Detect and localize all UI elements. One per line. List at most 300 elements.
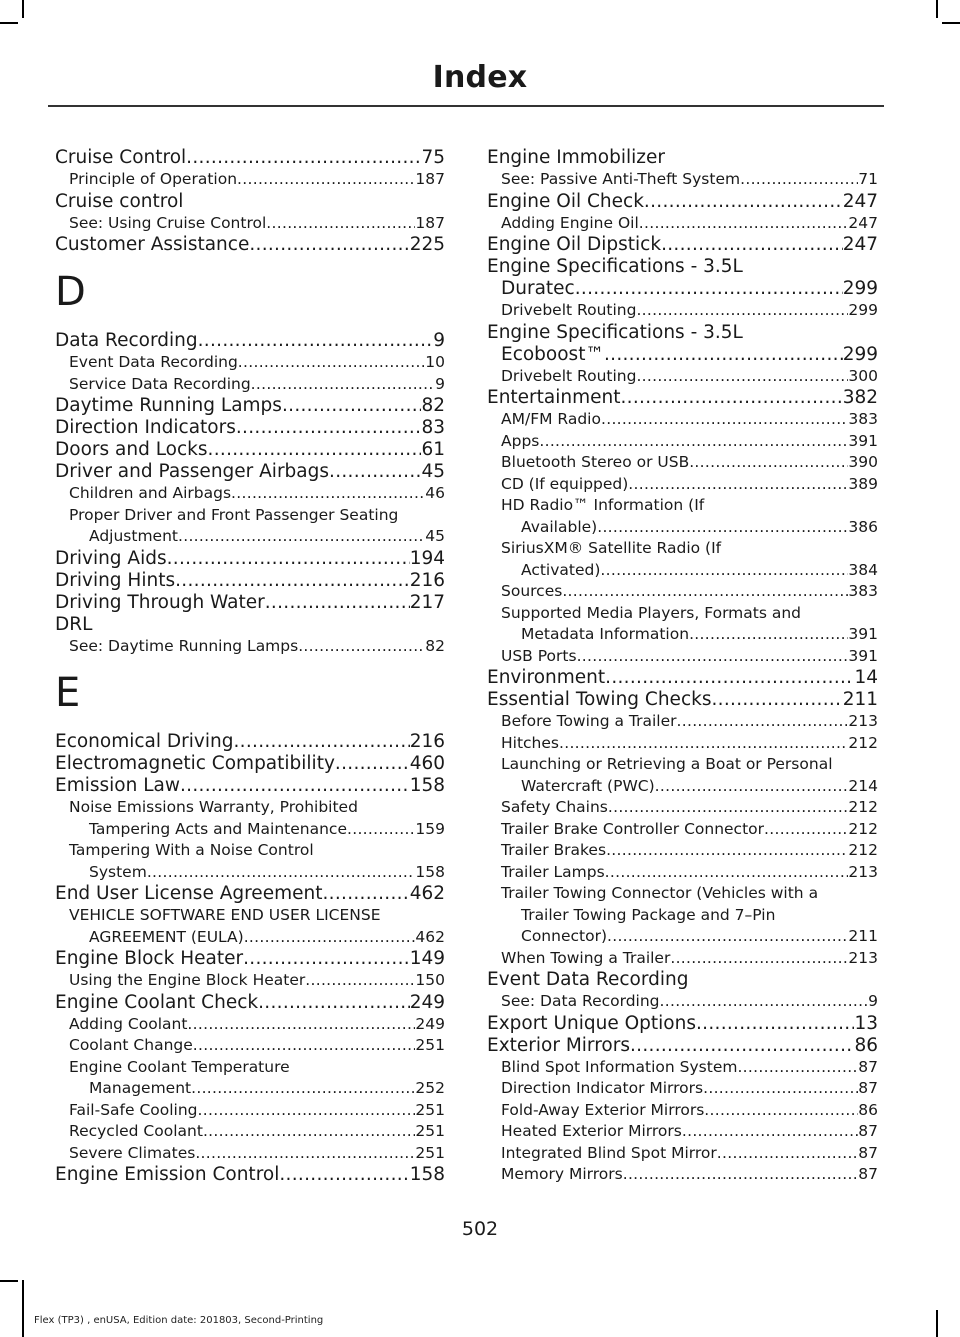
index-column-left bbox=[55, 147, 445, 1186]
index-entry-label: Driving Hints bbox=[55, 569, 176, 591]
dot-leader bbox=[305, 970, 415, 992]
index-page-ref: 187 bbox=[415, 170, 445, 188]
index-subheading: Noise Emissions Warranty, Prohibited bbox=[69, 798, 358, 816]
dot-leader bbox=[195, 1143, 415, 1165]
index-entry-label: Drivebelt Routing bbox=[501, 366, 637, 385]
index-subentry[interactable] bbox=[487, 1164, 878, 1186]
page-number: 502 bbox=[461, 1218, 499, 1240]
dot-leader bbox=[175, 570, 410, 592]
dot-leader bbox=[198, 330, 434, 352]
dot-leader bbox=[236, 417, 422, 439]
index-entry-label: Essential Towing Checks bbox=[487, 689, 712, 710]
index-page-ref: 462 bbox=[415, 927, 445, 946]
index-subentry[interactable] bbox=[55, 526, 445, 548]
index-page-ref: 211 bbox=[848, 927, 878, 945]
index-subentry[interactable] bbox=[487, 840, 878, 862]
index-entry-label: Emission Law bbox=[55, 775, 180, 796]
index-entry[interactable] bbox=[55, 753, 445, 775]
index-entry-label: Driving Through Water bbox=[55, 591, 265, 613]
index-entry-label: Export Unique Options bbox=[487, 1012, 696, 1034]
dot-leader bbox=[347, 819, 415, 841]
dot-leader bbox=[186, 147, 421, 169]
dot-leader bbox=[689, 452, 848, 474]
index-entry[interactable] bbox=[487, 191, 878, 213]
index-entry-label: System bbox=[89, 862, 147, 881]
index-page-ref: 391 bbox=[848, 646, 878, 665]
index-subentry[interactable] bbox=[55, 927, 445, 949]
index-page-ref: 213 bbox=[848, 862, 878, 881]
index-entry[interactable] bbox=[487, 1013, 878, 1035]
dot-leader bbox=[329, 461, 421, 483]
index-entry-label: Data Recording bbox=[55, 330, 198, 351]
index-entry-label: Engine Oil Dipstick bbox=[487, 234, 662, 255]
dot-leader bbox=[639, 213, 849, 235]
dot-leader bbox=[191, 1078, 415, 1100]
index-entry-label: Drivebelt Routing bbox=[501, 301, 637, 319]
index-entry-label: Customer Assistance bbox=[55, 234, 250, 255]
index-subentry[interactable] bbox=[487, 926, 878, 948]
index-page-ref: 391 bbox=[848, 625, 878, 643]
index-entry-label: USB Ports bbox=[501, 646, 577, 665]
index-entry-label: AM/FM Radio bbox=[501, 410, 601, 428]
crop-mark bbox=[936, 1310, 938, 1337]
dot-leader bbox=[601, 409, 848, 431]
index-page-ref: 249 bbox=[409, 991, 445, 1013]
dot-leader bbox=[208, 439, 422, 461]
index-page-ref: 82 bbox=[421, 395, 445, 416]
dot-leader bbox=[251, 374, 435, 396]
index-entry-label: Ecoboost™ bbox=[501, 343, 604, 365]
dot-leader bbox=[193, 1035, 416, 1057]
index-entry-label: Driving Aids bbox=[55, 547, 167, 569]
crop-mark bbox=[22, 1280, 24, 1337]
index-section-letter: E bbox=[55, 670, 81, 716]
index-page-ref: 214 bbox=[848, 776, 878, 795]
index-entry[interactable] bbox=[487, 278, 878, 300]
dot-leader bbox=[282, 395, 422, 417]
dot-leader bbox=[597, 517, 848, 539]
index-page-ref: 217 bbox=[409, 591, 445, 613]
dot-leader bbox=[258, 992, 410, 1014]
dot-leader bbox=[623, 1164, 859, 1186]
index-subentry[interactable] bbox=[487, 300, 878, 322]
index-page-ref: 225 bbox=[409, 234, 445, 255]
dot-leader bbox=[559, 733, 848, 755]
index-subentry[interactable] bbox=[487, 948, 878, 970]
index-entry[interactable] bbox=[55, 948, 445, 970]
index-subentry[interactable] bbox=[55, 1078, 445, 1100]
footer-edition-info: Flex (TP3) , enUSA, Edition date: 201803, Second-Printing bbox=[34, 1315, 324, 1326]
index-page-ref: 299 bbox=[842, 343, 878, 365]
index-subentry[interactable] bbox=[487, 624, 878, 646]
dot-leader bbox=[562, 581, 848, 603]
index-page-ref: 87 bbox=[858, 1143, 878, 1162]
index-entry[interactable] bbox=[55, 731, 445, 753]
index-entry-label: Trailer Lamps bbox=[501, 862, 605, 881]
index-page-ref: 384 bbox=[848, 560, 878, 579]
index-entry-label: Heated Exterior Mirrors bbox=[501, 1122, 682, 1140]
crop-mark bbox=[0, 22, 18, 24]
index-page-ref: 216 bbox=[409, 731, 445, 752]
index-subentry[interactable] bbox=[487, 169, 878, 191]
index-page-ref: 83 bbox=[421, 417, 445, 438]
dot-leader bbox=[670, 948, 848, 970]
dot-leader bbox=[660, 991, 869, 1013]
index-entry-label: Before Towing a Trailer bbox=[501, 712, 677, 730]
index-page-ref: 383 bbox=[848, 410, 878, 428]
dot-leader bbox=[335, 753, 410, 775]
index-page-ref: 213 bbox=[848, 712, 878, 730]
index-subentry[interactable] bbox=[487, 452, 878, 474]
index-page-ref: 75 bbox=[421, 147, 445, 168]
index-entry-label: Cruise Control bbox=[55, 147, 187, 168]
index-subentry[interactable] bbox=[55, 483, 445, 505]
index-heading: Engine Immobilizer bbox=[487, 147, 665, 168]
index-page-ref: 247 bbox=[842, 234, 878, 255]
dot-leader bbox=[677, 711, 849, 733]
index-entry[interactable] bbox=[55, 992, 445, 1014]
index-entry-label: Exterior Mirrors bbox=[487, 1034, 630, 1056]
index-entry[interactable] bbox=[55, 147, 445, 169]
index-subheading: VEHICLE SOFTWARE END USER LICENSE bbox=[69, 906, 381, 924]
index-entry-label: See: Using Cruise Control bbox=[69, 213, 267, 232]
index-subentry[interactable] bbox=[487, 1143, 878, 1165]
index-subheading: HD Radio™ Information (If bbox=[501, 496, 705, 514]
index-page-ref: 211 bbox=[842, 689, 878, 710]
index-page-ref: 10 bbox=[425, 353, 445, 371]
index-subentry[interactable] bbox=[487, 646, 878, 668]
index-entry-label: AGREEMENT (EULA) bbox=[89, 927, 244, 946]
dot-leader bbox=[180, 775, 410, 797]
dot-leader bbox=[265, 592, 410, 614]
dot-leader bbox=[539, 431, 848, 453]
crop-mark bbox=[22, 0, 24, 18]
dot-leader bbox=[167, 548, 410, 570]
index-subentry[interactable] bbox=[487, 581, 878, 603]
index-subentry[interactable] bbox=[55, 374, 445, 396]
index-entry-label: Electromagnetic Compatibility bbox=[55, 753, 335, 774]
index-entry[interactable] bbox=[55, 570, 445, 592]
index-subentry[interactable] bbox=[487, 819, 878, 841]
dot-leader bbox=[604, 344, 843, 366]
index-page-ref: 87 bbox=[858, 1057, 878, 1076]
index-entry[interactable] bbox=[487, 1035, 878, 1057]
index-heading: Cruise control bbox=[55, 190, 184, 212]
index-subentry[interactable] bbox=[487, 862, 878, 884]
index-section-letter: D bbox=[55, 269, 86, 315]
index-page-ref: 187 bbox=[415, 213, 445, 232]
index-entry-label: Environment bbox=[487, 667, 606, 688]
index-entry-label: Engine Block Heater bbox=[55, 948, 244, 969]
index-entry-label: Trailer Brake Controller Connector bbox=[501, 819, 765, 838]
index-entry[interactable] bbox=[55, 417, 445, 439]
index-subentry[interactable] bbox=[487, 733, 878, 755]
index-entry[interactable] bbox=[487, 667, 878, 689]
index-subheading: Tampering With a Noise Control bbox=[69, 841, 314, 859]
dot-leader bbox=[636, 300, 848, 322]
dot-leader bbox=[696, 1013, 854, 1035]
crop-mark bbox=[0, 1280, 18, 1282]
dot-leader bbox=[198, 1100, 416, 1122]
index-page-ref: 86 bbox=[854, 1034, 878, 1056]
index-page-ref: 460 bbox=[409, 753, 445, 774]
index-heading: Engine Specifications - 3.5L bbox=[487, 321, 743, 343]
index-page-ref: 158 bbox=[409, 775, 445, 796]
dot-leader bbox=[577, 646, 849, 668]
index-subentry[interactable] bbox=[55, 1121, 445, 1143]
index-entry-label: Adding Coolant bbox=[69, 1014, 188, 1033]
dot-leader bbox=[244, 927, 416, 949]
dot-leader bbox=[764, 819, 848, 841]
index-subentry[interactable] bbox=[55, 1014, 445, 1036]
index-subentry[interactable] bbox=[487, 1121, 878, 1143]
dot-leader bbox=[237, 169, 415, 191]
dot-leader bbox=[608, 797, 849, 819]
index-page-ref: 462 bbox=[409, 883, 445, 904]
index-entry-label: Apps bbox=[501, 431, 540, 450]
index-subentry[interactable] bbox=[487, 431, 878, 453]
index-page-ref: 251 bbox=[415, 1100, 445, 1119]
index-page-ref: 61 bbox=[421, 439, 445, 460]
dot-leader bbox=[233, 731, 409, 753]
index-subentry[interactable] bbox=[487, 213, 878, 235]
index-entry[interactable] bbox=[55, 883, 445, 905]
dot-leader bbox=[636, 366, 848, 388]
index-entry[interactable] bbox=[55, 439, 445, 461]
index-page-ref: 150 bbox=[415, 971, 445, 989]
dot-leader bbox=[628, 474, 848, 496]
index-subheading: Supported Media Players, Formats and bbox=[501, 603, 802, 622]
index-entry[interactable] bbox=[487, 689, 878, 711]
dot-leader bbox=[178, 526, 425, 548]
index-page-ref: 213 bbox=[848, 948, 878, 967]
index-page-ref: 251 bbox=[415, 1143, 445, 1162]
dot-leader bbox=[600, 560, 848, 582]
index-entry-label: Adjustment bbox=[89, 527, 178, 545]
index-entry-label: Children and Airbags bbox=[69, 484, 232, 502]
dot-leader bbox=[740, 169, 858, 191]
index-entry-label: Blind Spot Information System bbox=[501, 1057, 738, 1076]
index-entry-label: Coolant Change bbox=[69, 1036, 193, 1054]
index-entry[interactable] bbox=[55, 592, 445, 614]
index-page-ref: 299 bbox=[842, 278, 878, 299]
index-page-ref: 212 bbox=[848, 819, 878, 838]
index-entry-label: Engine Emission Control bbox=[55, 1164, 280, 1185]
index-page-ref: 87 bbox=[858, 1165, 878, 1183]
index-subentry[interactable] bbox=[55, 636, 445, 658]
index-entry-label: Principle of Operation bbox=[69, 170, 238, 188]
index-subentry[interactable] bbox=[55, 970, 445, 992]
index-entry-label: Driver and Passenger Airbags bbox=[55, 461, 330, 482]
index-subentry[interactable] bbox=[487, 474, 878, 496]
index-entry[interactable] bbox=[55, 330, 445, 352]
index-entry-label: Metadata Information bbox=[521, 625, 690, 643]
dot-leader bbox=[322, 883, 409, 905]
index-subentry[interactable] bbox=[55, 1143, 445, 1165]
index-subentry[interactable] bbox=[487, 1100, 878, 1122]
index-subentry[interactable] bbox=[55, 169, 445, 191]
index-page-ref: 212 bbox=[848, 798, 878, 816]
crop-mark bbox=[942, 22, 960, 24]
index-subheading: Trailer Towing Connector (Vehicles with a bbox=[501, 884, 819, 902]
index-page-ref: 251 bbox=[415, 1122, 445, 1140]
index-page-ref: 212 bbox=[848, 733, 878, 752]
index-page-ref: 386 bbox=[848, 517, 878, 536]
dot-leader bbox=[655, 776, 849, 798]
index-entry-label: See: Passive Anti-Theft System bbox=[501, 170, 741, 188]
index-entry-label: Trailer Brakes bbox=[501, 841, 607, 859]
index-page-ref: 383 bbox=[848, 582, 878, 600]
index-entry-label: Duratec bbox=[501, 278, 575, 299]
dot-leader bbox=[682, 1121, 858, 1143]
index-subentry[interactable] bbox=[55, 213, 445, 235]
index-entry-label: Economical Driving bbox=[55, 731, 234, 752]
index-subentry[interactable] bbox=[55, 1100, 445, 1122]
index-page-ref: 46 bbox=[425, 484, 445, 502]
index-entry-label: Activated) bbox=[521, 560, 601, 579]
index-entry-label: Tampering Acts and Maintenance bbox=[89, 819, 347, 838]
index-entry-label: Event Data Recording bbox=[69, 353, 238, 371]
header-rule bbox=[48, 105, 884, 107]
index-entry-label: Recycled Coolant bbox=[69, 1122, 203, 1140]
index-page-ref: 13 bbox=[854, 1012, 878, 1034]
dot-leader bbox=[605, 667, 854, 689]
index-entry-label: See: Data Recording bbox=[501, 992, 660, 1010]
index-subheading: Trailer Towing Package and 7–Pin bbox=[521, 905, 776, 924]
dot-leader bbox=[203, 1121, 415, 1143]
index-page-ref: 249 bbox=[415, 1014, 445, 1033]
index-subentry[interactable] bbox=[487, 1078, 878, 1100]
index-subentry[interactable] bbox=[487, 711, 878, 733]
index-subentry[interactable] bbox=[55, 862, 445, 884]
index-subentry[interactable] bbox=[487, 366, 878, 388]
index-heading: Event Data Recording bbox=[487, 969, 689, 990]
index-entry-label: Daytime Running Lamps bbox=[55, 395, 282, 416]
index-page-ref: 247 bbox=[842, 190, 878, 212]
index-entry[interactable] bbox=[55, 234, 445, 256]
dot-leader bbox=[187, 1014, 415, 1036]
index-page-ref: 71 bbox=[858, 170, 878, 188]
index-entry[interactable] bbox=[55, 1164, 445, 1186]
index-page-ref: 299 bbox=[848, 301, 878, 319]
index-entry-label: Watercraft (PWC) bbox=[521, 776, 655, 795]
dot-leader bbox=[147, 862, 416, 884]
index-subentry[interactable] bbox=[55, 819, 445, 841]
index-subentry[interactable] bbox=[487, 560, 878, 582]
dot-leader bbox=[605, 862, 849, 884]
index-page-ref: 82 bbox=[425, 636, 445, 655]
index-entry-label: Safety Chains bbox=[501, 798, 608, 816]
dot-leader bbox=[279, 1164, 409, 1186]
index-entry-label: See: Daytime Running Lamps bbox=[69, 636, 299, 655]
index-page-ref: 9 bbox=[868, 992, 878, 1010]
index-entry-label: Hitches bbox=[501, 733, 559, 752]
dot-leader bbox=[298, 636, 425, 658]
index-subheading: Engine Coolant Temperature bbox=[69, 1057, 290, 1076]
index-entry-label: Management bbox=[89, 1079, 192, 1097]
index-entry-label: Direction Indicator Mirrors bbox=[501, 1079, 704, 1097]
dot-leader bbox=[621, 387, 843, 409]
index-entry-label: Service Data Recording bbox=[69, 374, 251, 393]
dot-leader bbox=[689, 624, 848, 646]
index-subheading: SiriusXM® Satellite Radio (If bbox=[501, 539, 722, 557]
index-page-ref: 86 bbox=[858, 1100, 878, 1119]
index-entry[interactable] bbox=[487, 234, 878, 256]
index-page-ref: 158 bbox=[415, 862, 445, 881]
dot-leader bbox=[717, 1143, 858, 1165]
index-entry-label: Memory Mirrors bbox=[501, 1165, 623, 1183]
dot-leader bbox=[704, 1100, 858, 1122]
dot-leader bbox=[243, 948, 410, 970]
index-subentry[interactable] bbox=[487, 409, 878, 431]
index-entry-label: Fail-Safe Cooling bbox=[69, 1100, 198, 1119]
index-entry[interactable] bbox=[487, 387, 878, 409]
index-entry-label: Bluetooth Stereo or USB bbox=[501, 453, 690, 471]
index-heading: Engine Specifications - 3.5L bbox=[487, 256, 743, 277]
dot-leader bbox=[630, 1035, 854, 1057]
index-page-ref: 45 bbox=[421, 461, 445, 482]
index-subentry[interactable] bbox=[487, 776, 878, 798]
index-page-ref: 194 bbox=[409, 547, 445, 569]
index-entry[interactable] bbox=[55, 775, 445, 797]
index-entry-label: Doors and Locks bbox=[55, 439, 208, 460]
dot-leader bbox=[737, 1057, 858, 1079]
dot-leader bbox=[606, 840, 848, 862]
index-page-ref: 45 bbox=[425, 527, 445, 545]
index-subentry[interactable] bbox=[487, 517, 878, 539]
index-entry-label: Integrated Blind Spot Mirror bbox=[501, 1143, 717, 1162]
dot-leader bbox=[703, 1078, 858, 1100]
index-page-ref: 216 bbox=[409, 569, 445, 591]
dot-leader bbox=[231, 483, 425, 505]
index-entry[interactable] bbox=[487, 344, 878, 366]
index-page-ref: 149 bbox=[409, 948, 445, 969]
index-entry-label: Fold-Away Exterior Mirrors bbox=[501, 1100, 705, 1119]
index-subentry[interactable] bbox=[55, 352, 445, 374]
index-page-ref: 14 bbox=[854, 667, 878, 688]
page-title: Index bbox=[432, 60, 528, 95]
index-page-ref: 159 bbox=[415, 819, 445, 838]
index-subentry[interactable] bbox=[487, 797, 878, 819]
index-page-ref: 390 bbox=[848, 453, 878, 471]
index-page-ref: 212 bbox=[848, 841, 878, 859]
index-entry-label: End User License Agreement bbox=[55, 883, 323, 904]
index-subentry[interactable] bbox=[487, 991, 878, 1013]
index-entry[interactable] bbox=[55, 548, 445, 570]
index-page-ref: 9 bbox=[435, 374, 445, 393]
index-entry-label: Direction Indicators bbox=[55, 417, 236, 438]
index-subheading: Launching or Retrieving a Boat or Personal bbox=[501, 755, 833, 773]
dot-leader bbox=[644, 191, 843, 213]
index-page-ref: 300 bbox=[848, 366, 878, 385]
index-page-ref: 389 bbox=[848, 474, 878, 493]
index-page-ref: 252 bbox=[415, 1079, 445, 1097]
index-entry[interactable] bbox=[55, 461, 445, 483]
index-column-right bbox=[487, 147, 878, 1186]
index-page-ref: 391 bbox=[848, 431, 878, 450]
index-entry-label: Severe Climates bbox=[69, 1143, 196, 1162]
index-page-ref: 158 bbox=[409, 1164, 445, 1185]
dot-leader bbox=[238, 352, 425, 374]
index-subentry[interactable] bbox=[487, 1057, 878, 1079]
index-subentry[interactable] bbox=[55, 1035, 445, 1057]
index-entry[interactable] bbox=[55, 395, 445, 417]
index-page-ref: 247 bbox=[848, 213, 878, 232]
index-subheading: Proper Driver and Front Passenger Seating bbox=[69, 505, 399, 524]
dot-leader bbox=[266, 213, 415, 235]
index-page-ref: 251 bbox=[415, 1036, 445, 1054]
index-entry-label: Engine Oil Check bbox=[487, 190, 644, 212]
